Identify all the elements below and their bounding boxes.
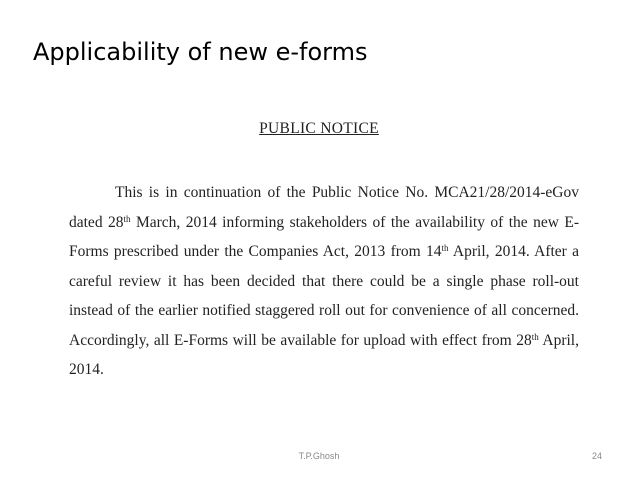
notice-line: Accordingly, all E-Forms will be available for upload with effect from 28th April, [69,331,579,349]
notice-line: dated 28th March, 2014 informing stakeholders of the availability of the new E- [69,213,579,231]
notice-line: Forms prescribed under the Companies Act, 2013 from 14th April, 2014. After a [69,243,579,260]
slide-title: Applicability of new e-forms [33,38,368,66]
notice-heading: PUBLIC NOTICE [259,120,379,137]
notice-line: This is in continuation of the Public Notice No. MCA21/28/2014-eGov [115,184,579,201]
footer-author: T.P.Ghosh [298,451,340,461]
notice-body [69,178,579,385]
page-number: 24 [591,451,602,461]
notice-line: careful review it has been decided that there could be a single phase roll-out [69,272,579,290]
notice-line: instead of the earlier notified staggered roll out for convenience of all concerned. [69,302,579,319]
notice-line: 2014. [69,361,104,378]
